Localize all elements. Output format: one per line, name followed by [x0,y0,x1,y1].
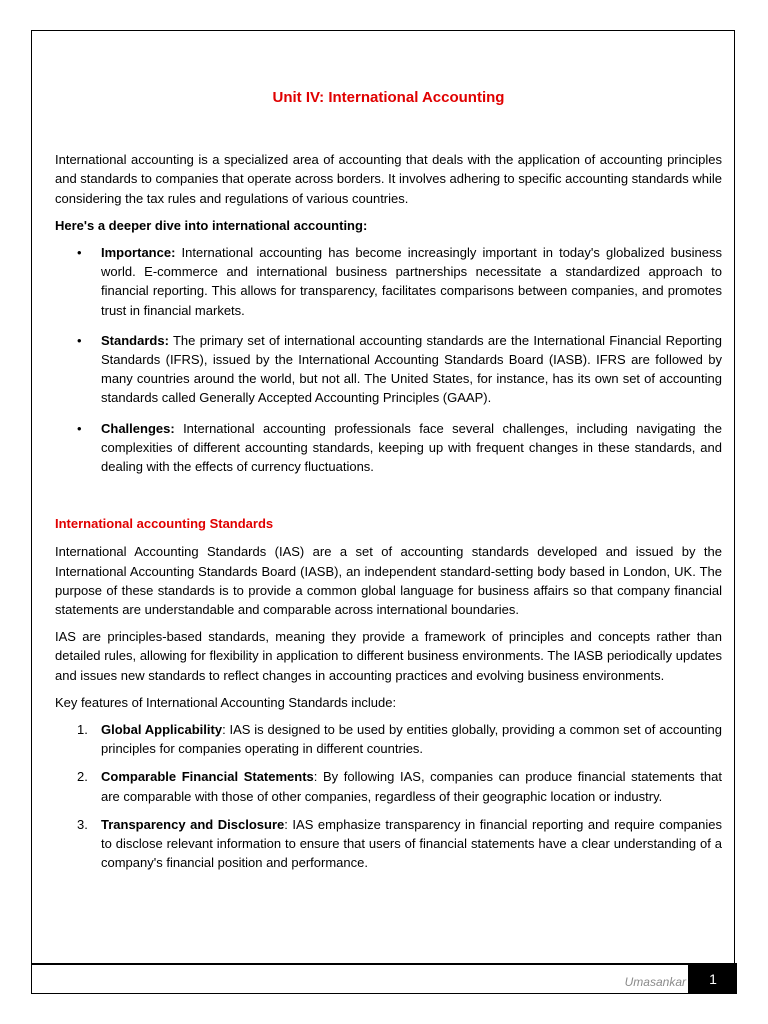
ias-paragraph-1: International Accounting Standards (IAS) are a set of accounting standards developed and issued by the International Accounting Standards Board (IASB), an independent standard-setting body based in London, UK. The purpose of these standards is to provide a common global language for business affairs so that company financial statements are understandable and comparable across international boundaries. [55,544,722,618]
bullet-item-challenges [55,419,722,477]
bullet-item-standards [55,331,722,408]
bullet-term: Challenges: [101,420,175,436]
bullet-icon: • [77,332,82,348]
page-number: 1 [689,965,737,994]
feature-item-comparable-statements [55,767,722,805]
feature-term: Transparency and Disclosure [101,816,285,832]
document-body [55,88,722,882]
feature-term: Comparable Financial Statements [101,769,314,785]
bullet-item-importance [55,243,722,320]
features-list [55,720,722,872]
key-features-intro: Key features of International Accounting Standards include: [55,694,397,710]
feature-text: : IAS emphasize transparency in financial reporting and require companies to disclose relevant information to ensure that users of financial statements have a clear understanding of a company's financial position and performance. [101,816,722,871]
intro-paragraph: International accounting is a specialized area of accounting that deals with the application of accounting principles and standards to companies that operate across borders. It involves adhering to specific accounting standards while considering the tax rules and regulations of various countries. [55,152,722,206]
list-number: 2. [77,769,88,785]
bullet-icon: • [77,245,82,261]
bullet-text: International accounting has become increasingly important in today's globalized business world. E-commerce and international business partnerships necessitate a standardized approach to financial reporting. This allows for transparency, facilitates comparisons between companies, and promotes trust in financial markets. [101,245,722,318]
deeper-dive-lead: Here's a deeper dive into international accounting: [55,217,368,233]
feature-text: : IAS is designed to be used by entities globally, providing a common set of accounting principles for companies operating in different countries. [101,722,722,757]
bullet-term: Importance: [101,245,176,261]
bullet-list [55,243,722,476]
footer-rule [31,963,737,965]
bullet-text: The primary set of international accounting standards are the International Financial Reporting Standards (IFRS), issued by the International Accounting Standards Board (IASB). IFRS are followed by many countries around the world, but not all. The United States, for instance, has its own set of accounting standards called Generally Accepted Accounting Principles (GAAP). [101,332,722,406]
footer-author: Umasankar [624,975,686,989]
list-number: 3. [77,816,88,832]
feature-item-transparency [55,815,722,873]
bullet-text: International accounting professionals face several challenges, including navigating the complexities of different accounting standards, keeping up with frequent changes in these standards, and dealing with the effects of currency fluctuations. [101,420,722,475]
bullet-term: Standards: [101,332,169,348]
section-heading: International accounting Standards [55,516,274,532]
feature-item-global-applicability [55,720,722,758]
ias-paragraph-2: IAS are principles-based standards, meaning they provide a framework of principles and concepts rather than detailed rules, allowing for flexibility in application to different business environments. The IASB periodically updates and issues new standards to reflect changes in accounting practices and evolving business environments. [55,629,722,683]
page-title: Unit IV: International Accounting [272,89,505,106]
bullet-icon: • [77,420,82,436]
feature-text: : By following IAS, companies can produce financial statements that are comparable with those of other companies, regardless of their geographic location or industry. [101,769,722,804]
feature-term: Global Applicability [101,722,223,738]
list-number: 1. [77,722,88,738]
